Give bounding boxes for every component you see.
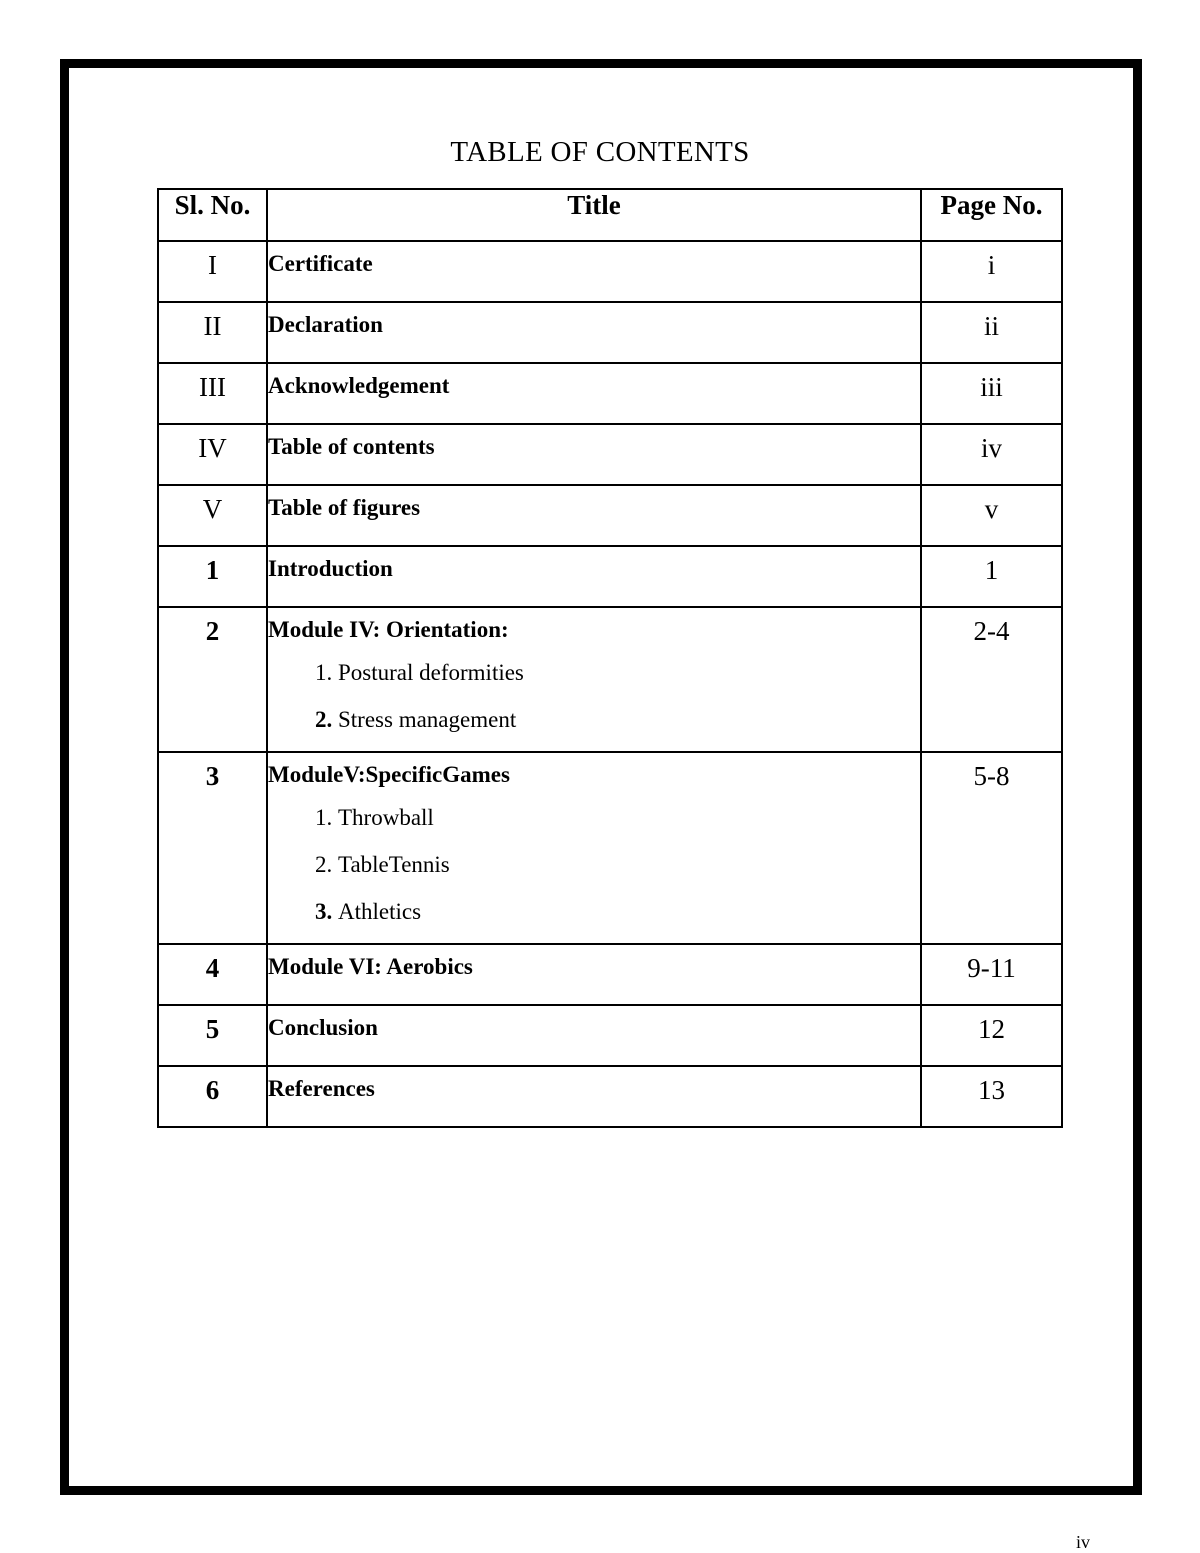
row-page-no: ii: [921, 302, 1062, 363]
toc-row: [158, 1066, 1062, 1127]
row-title: References: [267, 1066, 921, 1127]
header-title: Title: [267, 189, 921, 241]
subitem: 3. Athletics: [338, 888, 920, 935]
row-title: Acknowledgement: [267, 363, 921, 424]
row-title-cell: [267, 607, 921, 752]
subitem: 1. Throwball: [338, 794, 920, 841]
row-title: Module IV: Orientation:: [268, 617, 509, 642]
row-page-no: v: [921, 485, 1062, 546]
row-page-no: 12: [921, 1005, 1062, 1066]
row-page-no: 9-11: [921, 944, 1062, 1005]
toc-row: [158, 546, 1062, 607]
row-sl-no: V: [158, 485, 267, 546]
row-sl-no: 2: [158, 607, 267, 752]
row-sl-no: 1: [158, 546, 267, 607]
row-page-no: i: [921, 241, 1062, 302]
row-title: Table of figures: [267, 485, 921, 546]
page-title: TABLE OF CONTENTS: [450, 136, 750, 168]
subitem-list: [268, 794, 920, 935]
row-sl-no: 3: [158, 752, 267, 944]
toc-row: [158, 1005, 1062, 1066]
row-sl-no: 5: [158, 1005, 267, 1066]
row-title: Introduction: [267, 546, 921, 607]
row-sl-no: 4: [158, 944, 267, 1005]
toc-row: [158, 485, 1062, 546]
toc-row: [158, 424, 1062, 485]
toc-row: [158, 944, 1062, 1005]
row-sl-no: II: [158, 302, 267, 363]
row-sl-no: 6: [158, 1066, 267, 1127]
row-sl-no: I: [158, 241, 267, 302]
subitem: 2. Stress management: [338, 696, 920, 743]
toc-row: [158, 607, 1062, 752]
row-title-cell: [267, 752, 921, 944]
row-page-no: 13: [921, 1066, 1062, 1127]
toc-table: [157, 188, 1063, 1128]
toc-row: [158, 241, 1062, 302]
row-title: Module VI: Aerobics: [267, 944, 921, 1005]
row-sl-no: III: [158, 363, 267, 424]
row-page-no: 2-4: [921, 607, 1062, 752]
row-page-no: iv: [921, 424, 1062, 485]
toc-row: [158, 302, 1062, 363]
row-page-no: 5-8: [921, 752, 1062, 944]
row-sl-no: IV: [158, 424, 267, 485]
row-title: Declaration: [267, 302, 921, 363]
toc-row: [158, 752, 1062, 944]
toc-row: [158, 363, 1062, 424]
toc-header-row: [158, 189, 1062, 241]
row-title: ModuleV:SpecificGames: [268, 762, 510, 787]
row-title: Certificate: [267, 241, 921, 302]
header-sl-no: Sl. No.: [158, 189, 267, 241]
subitem: 1. Postural deformities: [338, 649, 920, 696]
header-page-no: Page No.: [921, 189, 1062, 241]
subitem-list: [268, 649, 920, 743]
row-title: Table of contents: [267, 424, 921, 485]
row-page-no: 1: [921, 546, 1062, 607]
row-page-no: iii: [921, 363, 1062, 424]
subitem: 2. TableTennis: [338, 841, 920, 888]
page-number: iv: [1076, 1532, 1091, 1552]
row-title: Conclusion: [267, 1005, 921, 1066]
